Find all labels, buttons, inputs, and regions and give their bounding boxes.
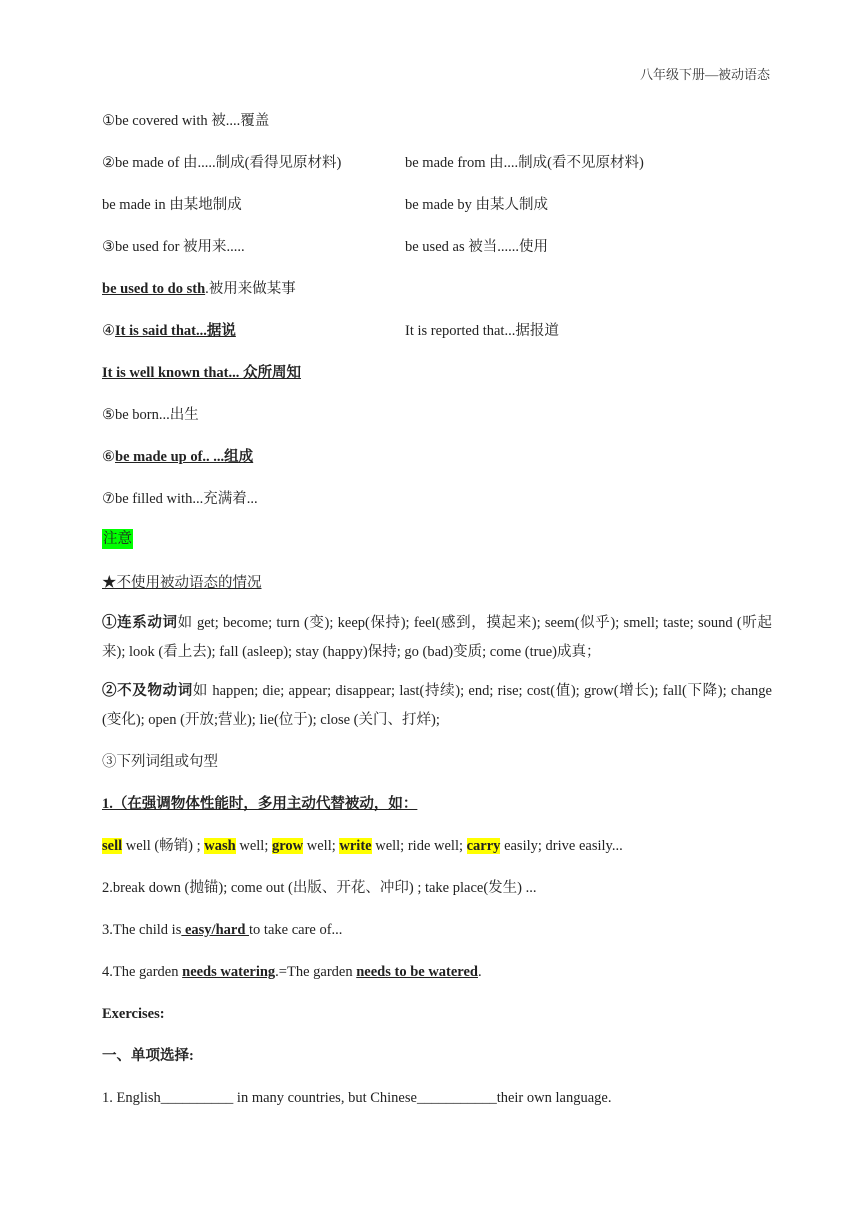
note-intransitive-verbs — [102, 677, 772, 735]
rule-4-middle: .=The garden — [275, 964, 357, 980]
page-header: 八年级下册—被动语态 — [639, 67, 770, 82]
word-grow: grow — [271, 838, 304, 854]
phrase-well-known: It is well known that... 众所周知 — [102, 365, 301, 381]
phrase-used-to-do-bold: be used to do sth — [102, 281, 206, 297]
rule-3-end: to take care of... — [249, 922, 343, 938]
note-linking-verbs — [102, 609, 772, 667]
phrase-used-to-do — [102, 279, 296, 299]
rule-4-emphasis-2: needs to be watered — [356, 964, 478, 980]
circled-number: ⑥ — [102, 449, 115, 465]
rule-3-start: 3.The child is — [102, 922, 182, 938]
phrase-it-is-said — [102, 321, 236, 341]
word-carry: carry — [466, 838, 501, 854]
phrase-made-by: be made by 由某人制成 — [405, 197, 548, 213]
word-wash: wash — [204, 838, 236, 854]
rule-3 — [102, 920, 342, 940]
word-sell: sell — [102, 838, 123, 854]
rule-4-end: . — [477, 964, 482, 980]
rule-1-examples — [102, 836, 623, 856]
rule-2: 2.break down (抛锚); come out (出版、开花、冲印) ; take place(发生) ... — [102, 880, 537, 896]
rule-4-start: 4.The garden — [102, 964, 183, 980]
word-write: write — [339, 838, 372, 854]
phrase-used-for: ③be used for 被用来..... — [102, 239, 245, 255]
exercises-section: 一、单项选择: — [102, 1048, 194, 1064]
phrase-made-in: be made in 由某地制成 — [102, 197, 242, 213]
note-label-line — [102, 527, 133, 551]
rule-3-emphasis: easy/hard — [181, 922, 250, 938]
note-intransitive-verbs-body: 如 happen; die; appear; disappear; last(持续); end; rise; cost(值); grow(增长); fall(下降); change (变化); open (开放;营业); lie(位于); close (关门、打烊); — [102, 683, 772, 728]
phrase-made-from: be made from 由....制成(看不见原材料) — [405, 155, 644, 171]
word-wash-rest: well; — [235, 838, 272, 854]
note-label: 注意 — [103, 531, 132, 547]
rule-1-title: 1.（在强调物体性能时，多用主动代替被动，如： — [102, 796, 418, 812]
phrase-be-born: ⑤be born...出生 — [102, 407, 199, 423]
exercises-title: Exercises: — [102, 1006, 165, 1022]
question-1: 1. English__________ in many countries, but Chinese___________their own language. — [102, 1090, 612, 1106]
phrase-it-is-said-bold: It is said that...据说 — [115, 323, 236, 339]
phrase-used-as: be used as 被当......使用 — [405, 239, 548, 255]
word-write-rest: well; ride well; — [371, 838, 467, 854]
note-linking-verbs-body: 如 get; become; turn (变); keep(保持); feel(感到，摸起来); seem(似乎); smell; taste; sound (听起来); look (看上去); fall (asleep); stay (happy)保持; go (bad)变质; come (true)成真； — [102, 615, 772, 660]
word-grow-rest: well; — [303, 838, 340, 854]
phrase-it-is-reported: It is reported that...据报道 — [405, 323, 559, 339]
phrase-used-to-do-rest: .被用来做某事 — [205, 281, 296, 297]
rule-4-emphasis-1: needs watering — [182, 964, 276, 980]
phrase-made-up-of-bold: be made up of.. ...组成 — [115, 449, 254, 465]
phrase-covered-with: ①be covered with 被....覆盖 — [102, 113, 270, 129]
phrase-made-of: ②be made of 由.....制成(看得见原材料) — [102, 155, 342, 171]
note-title: ★不使用被动语态的情况 — [102, 575, 262, 591]
note-linking-verbs-head: ①连系动词 — [102, 615, 178, 631]
note-phrases-patterns: ③下列词组或句型 — [102, 754, 218, 770]
rule-4 — [102, 962, 482, 982]
word-carry-rest: easily; drive easily... — [500, 838, 623, 854]
phrase-filled-with: ⑦be filled with...充满着... — [102, 491, 258, 507]
phrase-made-up-of — [102, 447, 253, 467]
note-intransitive-verbs-head: ②不及物动词 — [102, 683, 193, 699]
word-sell-rest: well (畅销) ; — [122, 838, 205, 854]
circled-number: ④ — [102, 323, 115, 339]
